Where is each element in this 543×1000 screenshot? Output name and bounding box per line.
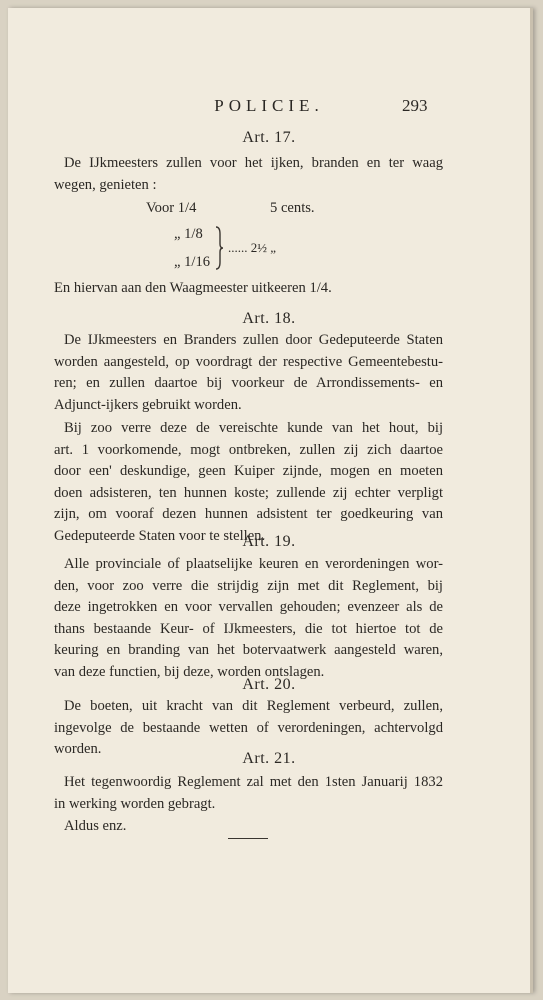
text-line: worden.	[54, 741, 102, 757]
article-17-heading: Art. 17.	[242, 129, 296, 146]
rate-value-shared: ...... 2½ „	[228, 240, 277, 255]
article-17-after	[54, 278, 443, 300]
text-line: keuring en branding van het botervaatwerk aangesteld waren,	[54, 642, 443, 658]
rate-label-sixteenth: „ 1/16	[174, 254, 211, 270]
text-line: Adjunct-ijkers gebruikt worden.	[54, 396, 242, 413]
text-line: wegen, genieten :	[54, 176, 157, 193]
text-line: Gedeputeerde Staten voor te stellen.	[54, 527, 266, 544]
end-rule	[228, 838, 268, 839]
text-line: in werking worden gebragt.	[54, 795, 216, 812]
rate-label-quarter: Voor 1/4	[146, 200, 197, 216]
text-line: Het tegenwoordig Reglement zal met den 1sten Januarij 1832	[64, 774, 443, 790]
article-18-paragraph-1	[54, 330, 443, 416]
text-line: van deze functien, bij deze, worden ontslagen.	[54, 663, 325, 680]
rate-value-quarter: 5 cents.	[270, 200, 315, 216]
text-line: Bij zoo verre deze de vereischte kunde van het hout, bij	[64, 420, 443, 436]
text-line: De IJkmeesters zullen voor het ijken, branden en ter waag	[64, 155, 443, 171]
rate-label-eighth: „ 1/8	[174, 226, 203, 242]
text-line: deze ingetrokken en voor vervallen gehouden; evenzeer als de	[54, 599, 443, 615]
text-line: worden aangesteld, op voordragt der respective Gemeentebestu-	[54, 353, 443, 370]
text-line: art. 1 voorkomende, mogt ontbreken, zullen zij zich daartoe	[54, 441, 443, 458]
text-line: door een' deskundige, geen Kuiper zijnde, mogen en moeten	[54, 463, 443, 479]
article-18-paragraph-2	[54, 418, 443, 547]
running-title: POLICIE.	[214, 96, 324, 115]
page-number: 293	[402, 96, 428, 115]
running-header	[8, 96, 530, 120]
article-19-text	[54, 554, 443, 683]
closing-formula	[54, 816, 443, 838]
text-line: ren; en zullen daartoe bij voorkeur de Arrondissements- en	[54, 375, 443, 391]
article-21-heading: Art. 21.	[242, 750, 296, 767]
text-line: Aldus enz.	[64, 818, 127, 834]
text-line: zijn, om vooraf dezen hunnen adsistent ter goedkeuring van	[54, 506, 443, 522]
text-line: De IJkmeesters en Branders zullen door Gedeputeerde Staten	[64, 332, 443, 348]
text-line: ingevolge de bestaande wetten of verordeningen, achtervolgd	[54, 719, 443, 736]
text-line: thans bestaande Keur- of IJkmeesters, die tot hiertoe tot de	[54, 620, 443, 637]
book-page	[8, 8, 533, 993]
text-line: Alle provinciale of plaatselijke keuren en verordeningen wor-	[64, 556, 443, 572]
article-21-text	[54, 772, 443, 815]
article-17-text	[54, 153, 443, 196]
text-line: En hiervan aan den Waagmeester uitkeeren 1/4.	[54, 280, 332, 296]
text-line: De boeten, uit kracht van dit Reglement verbeurd, zullen,	[64, 698, 443, 714]
article-20-heading: Art. 20.	[242, 676, 296, 693]
text-line: doen adsisteren, ten hunnen koste; zullende zij echter verpligt	[54, 484, 443, 501]
text-line: den, voor zoo verre die strijdig zijn met dit Reglement, bij	[54, 577, 443, 594]
article-18-heading: Art. 18.	[242, 310, 296, 327]
brace-icon	[214, 226, 222, 270]
article-19-heading: Art. 19.	[242, 533, 296, 550]
